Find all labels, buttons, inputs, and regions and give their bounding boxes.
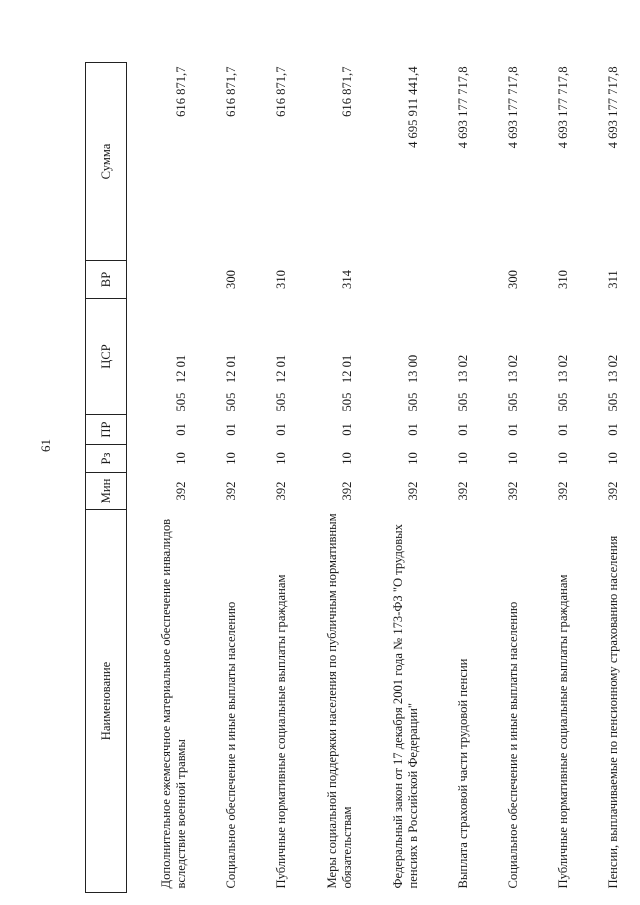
header-csr: ЦСР	[86, 299, 127, 415]
row-csr-a: 505	[224, 392, 238, 412]
row-csr	[575, 299, 625, 415]
row-sum: 4 693 177 717,8	[556, 66, 570, 149]
row-csr-a: 505	[506, 392, 520, 412]
row-pr: 01	[606, 423, 620, 436]
row-rz: 10	[506, 452, 520, 465]
row-name: Меры социальной поддержки населения по публичным нормативным обязательствам	[325, 513, 354, 889]
row-rz: 10	[556, 452, 570, 465]
table-row	[475, 63, 525, 893]
row-rz: 10	[456, 452, 470, 465]
row-min: 392	[174, 481, 188, 501]
row-csr	[525, 299, 575, 415]
row-name: Социальное обеспечение и иные выплаты населению	[506, 601, 520, 889]
row-csr-a: 505	[406, 392, 420, 412]
table-row	[193, 63, 243, 893]
row-name: Выплата страховой части трудовой пенсии	[456, 658, 470, 889]
row-sum: 616 871,7	[224, 66, 238, 117]
row-name: Публичные нормативные социальные выплаты гражданам	[274, 574, 288, 889]
row-vr	[425, 261, 475, 299]
row-csr-b: 12 01	[340, 354, 354, 384]
row-vr	[127, 261, 194, 299]
row-name: Пенсии, выплачиваемые по пенсионному страхованию населения	[606, 535, 620, 889]
row-rz: 10	[174, 452, 188, 465]
row-min: 392	[556, 481, 570, 501]
row-vr: 310	[274, 270, 288, 289]
row-csr-b: 13 02	[456, 354, 470, 384]
row-name: Социальное обеспечение и иные выплаты населению	[224, 601, 238, 889]
row-sum: 4 695 911 441,4	[406, 66, 420, 148]
row-name: Федеральный закон от 17 декабря 2001 года № 173-ФЗ "О трудовых пенсиях в Российской Федерации"	[391, 524, 420, 889]
row-min: 392	[340, 481, 354, 501]
table-header-row	[86, 63, 127, 893]
table-row	[525, 63, 575, 893]
row-csr-a: 505	[340, 392, 354, 412]
row-vr: 300	[224, 270, 238, 289]
row-sum: 4 693 177 717,8	[506, 66, 520, 149]
row-pr: 01	[506, 423, 520, 436]
row-csr	[475, 299, 525, 415]
rotated-page-content	[85, 63, 620, 893]
row-csr-b: 13 02	[556, 354, 570, 384]
row-name: Дополнительное ежемесячное материальное обеспечение инвалидов вследствие военной травмы	[159, 518, 188, 889]
row-sum: 616 871,7	[274, 66, 288, 117]
row-csr	[293, 299, 359, 415]
table-row	[425, 63, 475, 893]
row-csr-b: 12 01	[174, 354, 188, 384]
row-min: 392	[274, 481, 288, 501]
row-pr: 01	[224, 423, 238, 436]
row-csr-a: 505	[556, 392, 570, 412]
row-pr: 01	[556, 423, 570, 436]
row-csr	[127, 299, 194, 415]
header-sum: Сумма	[86, 63, 127, 261]
row-pr: 01	[274, 423, 288, 436]
table-row	[359, 63, 425, 893]
row-csr-b: 13 00	[406, 354, 420, 384]
row-rz: 10	[340, 452, 354, 465]
budget-table	[85, 62, 625, 893]
row-csr-a: 505	[456, 392, 470, 412]
row-min: 392	[406, 481, 420, 501]
row-csr	[359, 299, 425, 415]
row-min: 392	[606, 481, 620, 501]
row-rz: 10	[606, 452, 620, 465]
row-vr	[359, 261, 425, 299]
row-min: 392	[224, 481, 238, 501]
row-sum: 4 693 177 717,8	[456, 66, 470, 149]
table-row	[293, 63, 359, 893]
row-csr-b: 13 02	[606, 354, 620, 384]
header-min: Мин	[86, 473, 127, 510]
row-rz: 10	[224, 452, 238, 465]
row-min: 392	[506, 481, 520, 501]
row-min: 392	[456, 481, 470, 501]
row-csr	[425, 299, 475, 415]
row-sum: 616 871,7	[174, 66, 188, 117]
row-vr: 314	[340, 270, 354, 289]
row-pr: 01	[340, 423, 354, 436]
row-pr: 01	[406, 423, 420, 436]
row-csr-a: 505	[606, 392, 620, 412]
row-name: Публичные нормативные социальные выплаты гражданам	[556, 574, 570, 889]
row-csr	[243, 299, 293, 415]
table-row	[243, 63, 293, 893]
row-csr-a: 505	[274, 392, 288, 412]
row-vr: 310	[556, 270, 570, 289]
row-csr	[193, 299, 243, 415]
page-number: 61	[38, 439, 53, 452]
row-csr-a: 505	[174, 392, 188, 412]
row-rz: 10	[406, 452, 420, 465]
row-vr: 311	[606, 270, 620, 289]
header-rz: Рз	[86, 445, 127, 473]
header-vr: ВР	[86, 261, 127, 299]
table-row	[575, 63, 625, 893]
row-csr-b: 12 01	[274, 354, 288, 384]
header-pr: ПР	[86, 415, 127, 445]
row-rz: 10	[274, 452, 288, 465]
row-pr: 01	[174, 423, 188, 436]
header-name: Наименование	[86, 510, 127, 893]
row-vr: 300	[506, 270, 520, 289]
row-csr-b: 12 01	[224, 354, 238, 384]
row-pr: 01	[456, 423, 470, 436]
row-csr-b: 13 02	[506, 354, 520, 384]
row-sum: 616 871,7	[340, 66, 354, 117]
row-sum: 4 693 177 717,8	[606, 66, 620, 149]
table-row	[127, 63, 194, 893]
